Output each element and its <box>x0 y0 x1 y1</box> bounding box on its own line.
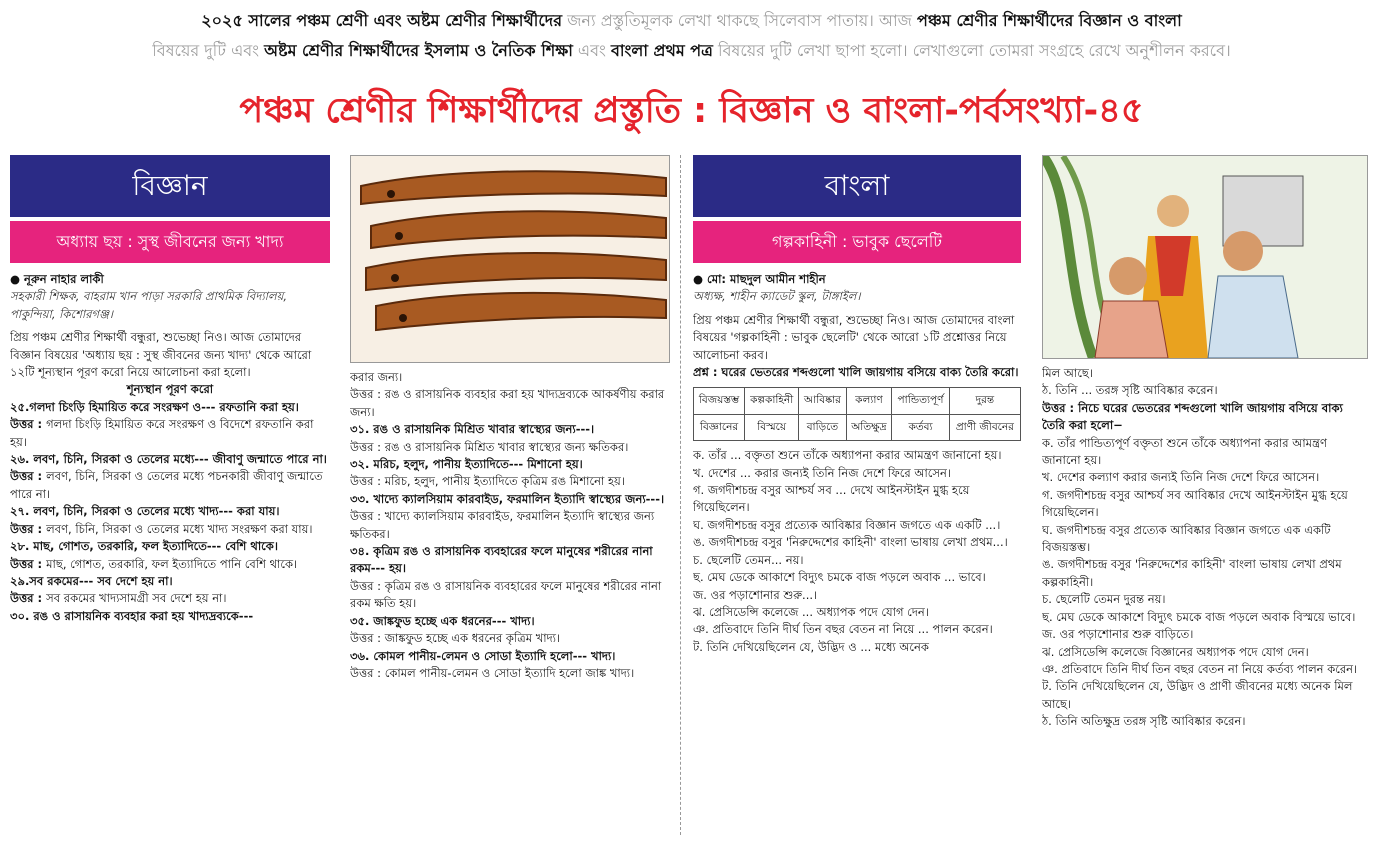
intro-text-part: পঞ্চম শ্রেণীর শিক্ষার্থীদের বিজ্ঞান ও বাংলা <box>917 11 1182 30</box>
science-column <box>10 155 330 835</box>
boy-head <box>1109 257 1147 295</box>
answer-text: লবণ, চিনি, সিরকা ও তেলের মধ্যে খাদ্য সংরক্ষণ করা যায়। <box>46 521 313 536</box>
science-item <box>350 543 670 613</box>
story-illustration <box>1042 155 1368 359</box>
answer-label: উত্তর : <box>10 469 47 484</box>
science-author: ● নূরুন নাহার লাকী <box>10 272 104 286</box>
science-item <box>350 421 670 456</box>
page-headline: পঞ্চম শ্রেণীর শিক্ষার্থীদের প্রস্তুতি : বিজ্ঞান ও বাংলা-পর্বসংখ্যা-৪৫ <box>239 91 1144 131</box>
fill-line: গ. জগদীশচন্দ্র বসুর আশ্চর্য সব ... দেখে আইনস্টাইন মুগ্ধ হয়ে গিয়েছিলেন। <box>693 483 970 515</box>
answer: উত্তর : রঙ ও রাসায়নিক মিশ্রিত খাবার স্বাস্থ্যের জন্য ক্ষতিকর। <box>350 439 629 454</box>
bangla-banner: বাংলা <box>693 155 1021 217</box>
answer-text: মাছ, গোশত, তরকারি, ফল ইত্যাদিতে পানি বেশি থাকে। <box>46 556 298 571</box>
answer <box>10 468 330 503</box>
science-intro: প্রিয় পঞ্চম শ্রেণীর শিক্ষার্থী বন্ধুরা, শুভেচ্ছা নিও। আজ তোমাদের বিজ্ঞান বিষয়ের 'অধ্যায় ছয় : সুস্থ জীবনের জন্য খাদ্য' থেকে আরো ১২টি শূন্যস্থান পূরণ করো নিয়ে আলোচনা করা হলো। <box>10 330 312 380</box>
intro-text-part: বিষয়ের দুটি লেখা ছাপা হলো। লেখাগুলো তোমরা সংগ্রহে রেখে অনুশীলন করবে। <box>712 41 1231 60</box>
fish-shape <box>361 171 666 204</box>
question: ৩৩. খাদ্যে ক্যালসিয়াম কারবাইড, ফরমালিন ইত্যাদি স্বাস্থ্যের জন্য---। <box>350 491 665 506</box>
intro-text-part: এবং <box>572 41 611 60</box>
question: ৩৪. কৃত্রিম রঙ ও রাসায়নিক ব্যবহারের ফলে মানুষের শরীরের নানা রকম--- হয়। <box>350 544 653 576</box>
intro-text-part: পঞ্চম শ্রেণী <box>296 11 369 30</box>
question: ২৫.গলদা চিংড়ি হিমায়িত করে সংরক্ষণ ও--- রফতানি করা হয়। <box>10 399 299 414</box>
question: ২৭. লবণ, চিনি, সিরকা ও তেলের মধ্যে খাদ্য--- করা যায়। <box>10 504 280 519</box>
intro-text-part: জন্য প্রস্তুতিমূলক লেখা থাকছে সিলেবাস পাতায়। আজ <box>562 11 918 30</box>
answer-label: উত্তর : <box>10 556 47 571</box>
question: ২৮. মাছ, গোশত, তরকারি, ফল ইত্যাদিতে--- বেশি থাকে। <box>10 539 278 554</box>
answer-text: গলদা চিংড়ি হিমায়িত করে সংরক্ষণ ও বিদেশে রফতানি করা হয়। <box>10 417 314 449</box>
intro-text-part: অষ্টম শ্রেণীর শিক্ষার্থীদের ইসলাম ও নৈতিক শিক্ষা <box>264 41 573 60</box>
dried-fish-image <box>350 155 670 363</box>
question: ৩১. রঙ ও রাসায়নিক মিশ্রিত খাবার স্বাস্থ্যের জন্য---। <box>350 422 595 437</box>
intro-text-part: বিষয়ের দুটি এবং <box>152 41 265 60</box>
fill-line: জ. ওর পড়াশোনার শুরু...। <box>693 587 818 602</box>
science-item <box>10 399 330 451</box>
intro-text-part: অষ্টম শ্রেণীর শিক্ষার্থীদের <box>407 11 563 30</box>
word-cell: পান্ডিত্যপূর্ণ <box>892 388 950 414</box>
fill-line: খ. দেশের ... করার জন্যই তিনি নিজ দেশে ফিরে আসেন। <box>693 465 951 480</box>
answer <box>10 521 330 538</box>
tree-shape <box>1043 156 1093 358</box>
word-cell: দুরন্ত <box>949 388 1020 414</box>
question: ৩৫. জাঙ্কফুড হচ্ছে এক ধরনের--- খাদ্য। <box>350 613 535 628</box>
word-cell: প্রাণী জীবনের <box>949 414 1020 440</box>
intro-text-part: ২০২৫ সালের <box>201 11 297 30</box>
man-shirt <box>1208 276 1298 358</box>
word-cell: কর্তব্য <box>892 414 950 440</box>
continued-line: মিল আছে। <box>1042 366 1094 380</box>
science-item <box>350 491 670 543</box>
fill-line: ছ. মেঘ ডেকে আকাশে বিদ্যুৎ চমকে বাজ পড়লে অবাক ... ভাবে। <box>693 570 986 585</box>
answer-line: ঝ. প্রেসিডেন্সি কলেজে বিজ্ঞানের অধ্যাপক পদে যোগ দেন। <box>1042 644 1309 659</box>
answer-line: ঞ. প্রতিবাদে তিনি দীর্ঘ তিন বছর বেতন না নিয়ে কর্তব্য পালন করেন। <box>1042 661 1358 676</box>
word-cell: কল্যাণ <box>846 388 892 414</box>
bangla-column <box>693 155 1021 835</box>
answer <box>10 416 330 451</box>
word-table <box>693 387 1021 441</box>
fill-line: ট. তিনি দেখিয়েছিলেন যে, উদ্ভিদ ও ... মধ্যে অনেক <box>693 639 929 654</box>
word-cell: বিজয়স্তম্ভ <box>694 388 745 414</box>
science-banner: বিজ্ঞান <box>10 155 330 217</box>
fill-line: ঙ. জগদীশচন্দ্র বসুর 'নিরুদ্দেশের কাহিনী' বাংলা ভাষায় লেখা প্রথম...। <box>693 535 1008 550</box>
science-chapter: অধ্যায় ছয় : সুস্থ জীবনের জন্য খাদ্য <box>10 221 330 263</box>
answer-line: চ. ছেলেটি তেমন দুরন্ত নয়। <box>1042 592 1166 607</box>
science-item <box>10 573 330 608</box>
fish-shape <box>371 211 666 248</box>
answer: উত্তর : কোমল পানীয়-লেমন ও সোডা ইত্যাদি হলো জাঙ্ক খাদ্য। <box>350 665 635 680</box>
answer <box>10 590 330 607</box>
answer-label: উত্তর : <box>10 417 47 432</box>
science-section-title: শূন্যস্থান পূরণ করো <box>126 382 214 397</box>
answer-heading: উত্তর : নিচে ঘরের ভেতরের শব্দগুলো খালি জায়গায় বসিয়ে বাক্য তৈরি করা হলো− <box>1042 400 1343 433</box>
science-item <box>10 503 330 538</box>
bangla-question: প্রশ্ন : ঘরের ভেতরের শব্দগুলো খালি জায়গায় বসিয়ে বাক্য তৈরি করো। <box>693 365 1019 380</box>
boy-shirt <box>1095 301 1168 358</box>
question: ২৬. লবণ, চিনি, সিরকা ও তেলের মধ্যে--- জীবাণু জন্মাতে পারে না। <box>10 452 327 467</box>
answer-line: জ. ওর পড়াশোনার শুরু বাড়িতে। <box>1042 627 1194 642</box>
fish-eye <box>391 274 399 282</box>
intro-text-part: এবং <box>368 11 408 30</box>
answer-line: গ. জগদীশচন্দ্র বসুর আশ্চর্য সব আবিষ্কার দেখে আইনস্টাইন মুগ্ধ হয়ে গিয়েছিলেন। <box>1042 487 1348 520</box>
continued-text: করার জন্য। <box>350 370 403 384</box>
word-cell: অতিক্ষুদ্র <box>846 414 892 440</box>
answer-label: উত্তর : <box>10 521 47 536</box>
answer: উত্তর : রঙ ও রাসায়নিক ব্যবহার করা হয় খাদ্যদ্রব্যকে আকর্ষণীয় করার জন্য। <box>350 387 665 419</box>
intro-text <box>0 6 1383 66</box>
intro-line-2 <box>0 36 1383 66</box>
answer <box>10 556 330 573</box>
word-cell: বাড়িতে <box>799 414 846 440</box>
fish-eye <box>395 232 403 240</box>
answer-line: ক. তাঁর পান্ডিত্যপূর্ণ বক্তৃতা শুনে তাঁকে অধ্যাপনা করার আমন্ত্রণ জানানো হয়। <box>1042 435 1327 468</box>
intro-line-1 <box>0 6 1383 36</box>
science-continued-column <box>350 155 670 835</box>
answer-text: সব রকমের খাদ্যসামগ্রী সব দেশে হয় না। <box>46 591 227 606</box>
fish-shape <box>366 253 666 290</box>
column-divider <box>680 155 681 835</box>
woman-head <box>1157 195 1189 227</box>
answer: উত্তর : খাদ্যে ক্যালসিয়াম কারবাইড, ফরমালিন ইত্যাদি স্বাস্থ্যের জন্য ক্ষতিকর। <box>350 509 655 541</box>
bangla-author-role: অধ্যক্ষ, শাহীন ক্যাডেট স্কুল, টাঙ্গাইল। <box>693 289 861 304</box>
question: ৩৬. কোমল পানীয়-লেমন ও সোডা ইত্যাদি হলো--- খাদ্য। <box>350 648 616 663</box>
answer-line: ঠ. তিনি অতিক্ষুদ্র তরঙ্গ সৃষ্টি আবিষ্কার করেন। <box>1042 714 1246 729</box>
question: ৩২. মরিচ, হলুদ, পানীয় ইত্যাদিতে--- মিশানো হয়। <box>350 457 583 472</box>
fish-eye <box>387 190 395 198</box>
answer-line: খ. দেশের কল্যাণ করার জন্যই তিনি নিজ দেশে ফিরে আসেন। <box>1042 470 1320 485</box>
science-item <box>350 648 670 683</box>
bangla-author: ● মো: মাছদুল আমীন শাহীন <box>693 272 826 286</box>
fill-line: ঝ. প্রেসিডেন্সি কলেজে ... অধ্যাপক পদে যোগ দেন। <box>693 604 929 619</box>
word-row <box>694 414 1021 440</box>
answer: উত্তর : জাঙ্কফুড হচ্ছে এক ধরনের কৃত্রিম খাদ্য। <box>350 631 561 646</box>
man-head <box>1223 231 1263 271</box>
word-cell: বিজ্ঞানের <box>694 414 745 440</box>
science-author-role: সহকারী শিক্ষক, বাহরাম খান পাড়া সরকারি প্রাথমিক বিদ্যালয়, পাকুন্দিয়া, কিশোরগঞ্জ। <box>10 289 288 321</box>
fish-shape <box>376 293 666 330</box>
word-row <box>694 388 1021 414</box>
answer-line: ঘ. জগদীশচন্দ্র বসুর প্রত্যেক আবিষ্কার বিজ্ঞান জগতে এক একটি বিজয়স্তম্ভ। <box>1042 522 1331 555</box>
answer: উত্তর : কৃত্রিম রঙ ও রাসায়নিক ব্যবহারের ফলে মানুষের শরীরের নানা রকম ক্ষতি হয়। <box>350 578 662 611</box>
intro-text-part: বাংলা প্রথম পত্র <box>610 41 713 60</box>
fill-line: ঘ. জগদীশচন্দ্র বসুর প্রত্যেক আবিষ্কার বিজ্ঞান জগতে এক একটি ...। <box>693 517 1001 532</box>
answer-line: ছ. মেঘ ডেকে আকাশে বিদ্যুৎ চমকে বাজ পড়লে অবাক বিস্ময়ে ভাবে। <box>1042 609 1356 624</box>
fill-line: ঞ. প্রতিবাদে তিনি দীর্ঘ তিন বছর বেতন না নিয়ে ... পালন করেন। <box>693 622 993 637</box>
bangla-continued-column <box>1042 155 1368 835</box>
fill-line: চ. ছেলেটি তেমন... নয়। <box>693 552 804 567</box>
answer-line: ট. তিনি দেখিয়েছিলেন যে, উদ্ভিদ ও প্রাণী জীবনের মধ্যে অনেক মিল আছে। <box>1042 679 1353 711</box>
fill-line: ক. তাঁর ... বক্তৃতা শুনে তাঁকে অধ্যাপনা করার আমন্ত্রণ জানানো হয়। <box>693 448 1002 463</box>
answer-label: উত্তর : <box>10 591 47 606</box>
science-item <box>350 456 670 491</box>
answer-text: লবণ, চিনি, সিরকা ও তেলের মধ্যে পচনকারী জীবাণু জন্মাতে পারে না। <box>10 469 323 501</box>
answer: উত্তর : মরিচ, হলুদ, পানীয় ইত্যাদিতে কৃত্রিম রঙ মিশানো হয়। <box>350 474 625 489</box>
word-cell: কল্পকাহিনী <box>745 388 799 414</box>
question: ৩০. রঙ ও রাসায়নিক ব্যবহার করা হয় খাদ্যদ্রব্যকে--- <box>10 608 254 623</box>
bangla-chapter: গল্পকাহিনী : ভাবুক ছেলেটি <box>693 221 1021 263</box>
answer-line: ঙ. জগদীশচন্দ্র বসুর 'নিরুদ্দেশের কাহিনী' বাংলা ভাষায় লেখা প্রথম কল্পকাহিনী। <box>1042 557 1342 589</box>
fish-eye <box>399 314 407 322</box>
bangla-intro: প্রিয় পঞ্চম শ্রেণীর শিক্ষার্থী বন্ধুরা, শুভেচ্ছা নিও। আজ তোমাদের বাংলা বিষয়ের 'গল্পকাহিনী : ভাবুক ছেলেটি' থেকে আরো ১টি প্রশ্নোত্তর নিয়ে আলোচনা করব। <box>693 312 1015 362</box>
science-item <box>350 613 670 648</box>
story-illustration-drawing <box>1043 156 1367 358</box>
question: ২৯.সব রকমের--- সব দেশে হয় না। <box>10 573 173 588</box>
science-item <box>10 538 330 573</box>
dried-fish-illustration <box>351 156 669 362</box>
continued-line: ঠ. তিনি ... তরঙ্গ সৃষ্টি আবিষ্কার করেন। <box>1042 383 1218 398</box>
word-cell: বিস্ময়ে <box>745 414 799 440</box>
word-cell: আবিষ্কার <box>799 388 846 414</box>
science-item <box>10 451 330 503</box>
